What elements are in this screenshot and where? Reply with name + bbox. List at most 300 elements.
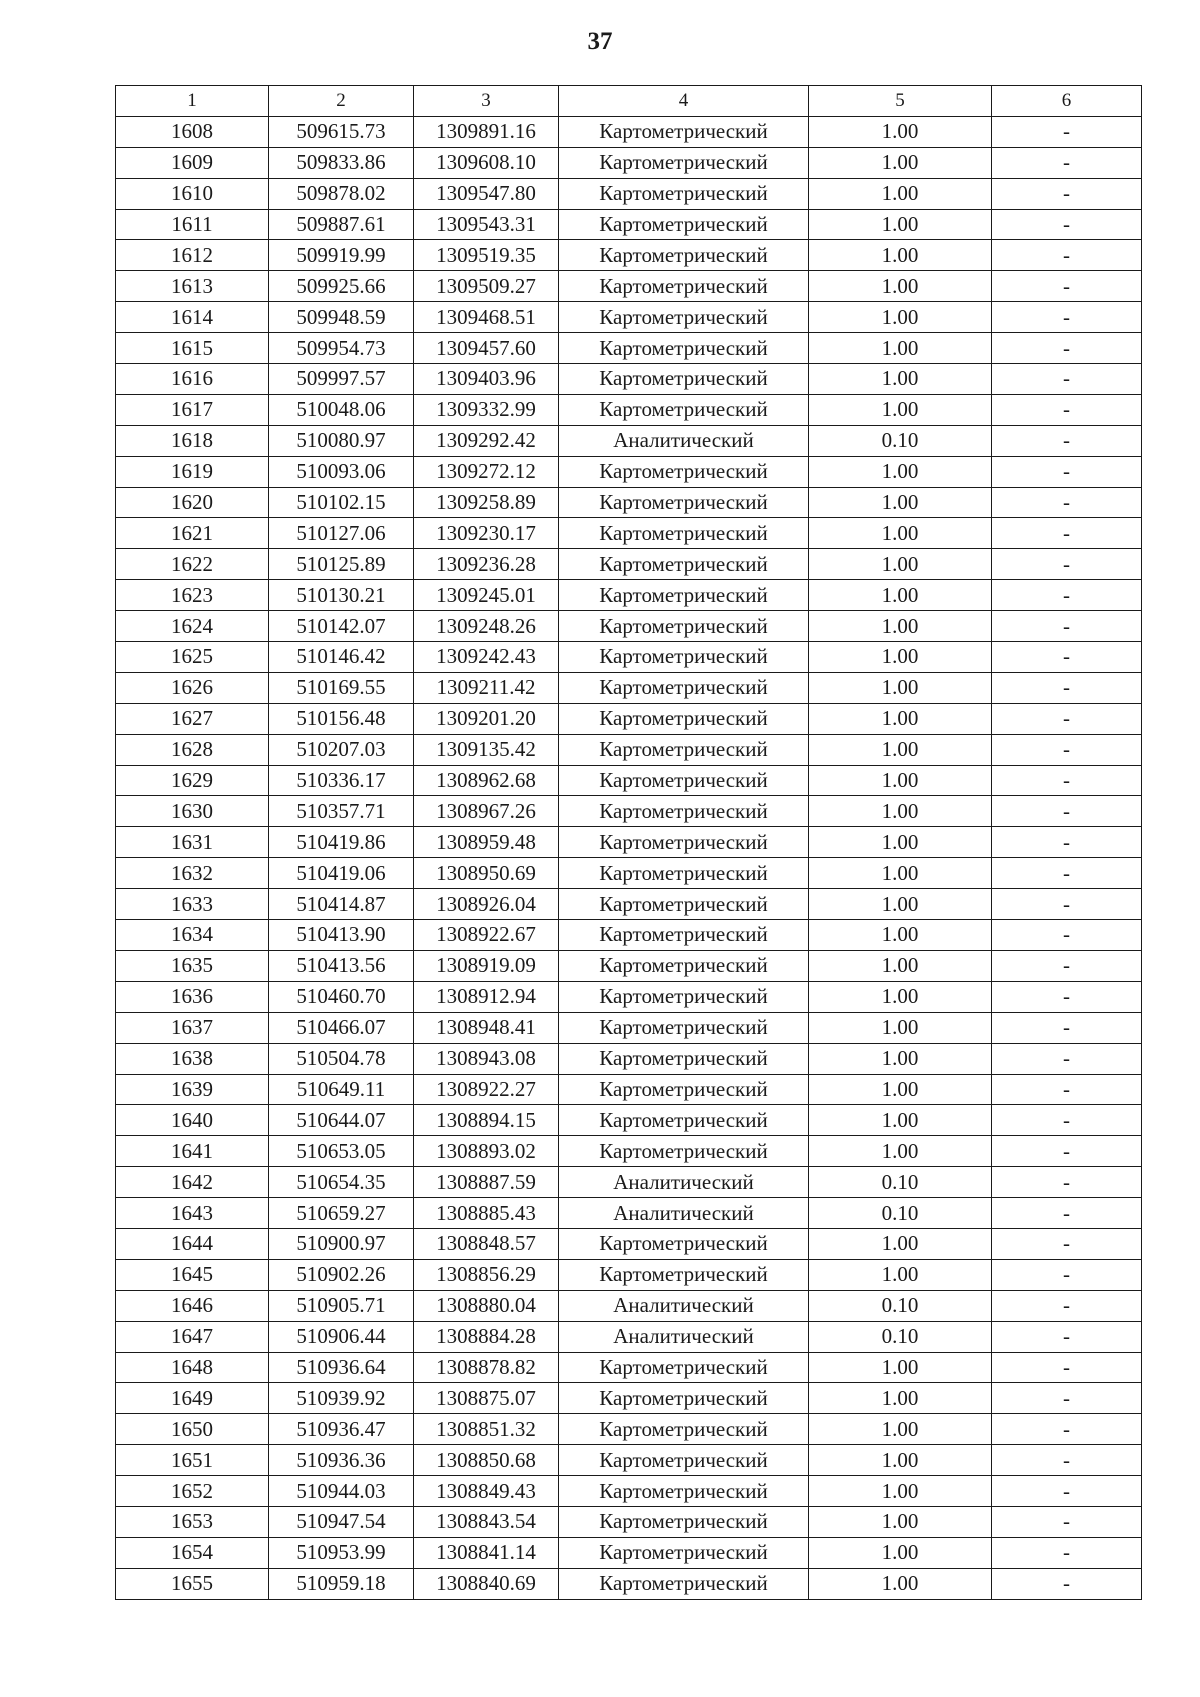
accuracy-cell: 1.00	[809, 858, 992, 889]
method-cell: Картометрический	[559, 1476, 809, 1507]
accuracy-cell: 1.00	[809, 549, 992, 580]
method-cell: Картометрический	[559, 672, 809, 703]
x-coordinate-cell: 510936.36	[269, 1445, 414, 1476]
note-cell: -	[992, 1167, 1142, 1198]
accuracy-cell: 1.00	[809, 271, 992, 302]
accuracy-cell: 0.10	[809, 1321, 992, 1352]
y-coordinate-cell: 1308849.43	[414, 1476, 559, 1507]
accuracy-cell: 1.00	[809, 1445, 992, 1476]
y-coordinate-cell: 1308848.57	[414, 1228, 559, 1259]
accuracy-cell: 1.00	[809, 703, 992, 734]
note-cell: -	[992, 1476, 1142, 1507]
x-coordinate-cell: 509887.61	[269, 209, 414, 240]
method-cell: Картометрический	[559, 796, 809, 827]
accuracy-cell: 1.00	[809, 796, 992, 827]
method-cell: Картометрический	[559, 1105, 809, 1136]
y-coordinate-cell: 1308893.02	[414, 1136, 559, 1167]
note-cell: -	[992, 209, 1142, 240]
accuracy-cell: 1.00	[809, 1228, 992, 1259]
y-coordinate-cell: 1309509.27	[414, 271, 559, 302]
accuracy-cell: 1.00	[809, 518, 992, 549]
y-coordinate-cell: 1308894.15	[414, 1105, 559, 1136]
table-row	[116, 1506, 1142, 1537]
y-coordinate-cell: 1308878.82	[414, 1352, 559, 1383]
point-number-cell: 1638	[116, 1043, 269, 1074]
note-cell: -	[992, 734, 1142, 765]
point-number-cell: 1637	[116, 1012, 269, 1043]
method-cell: Картометрический	[559, 611, 809, 642]
method-cell: Картометрический	[559, 981, 809, 1012]
x-coordinate-cell: 510048.06	[269, 394, 414, 425]
point-number-cell: 1640	[116, 1105, 269, 1136]
method-cell: Картометрический	[559, 209, 809, 240]
method-cell: Аналитический	[559, 1321, 809, 1352]
x-coordinate-cell: 509615.73	[269, 116, 414, 147]
point-number-cell: 1636	[116, 981, 269, 1012]
method-cell: Картометрический	[559, 734, 809, 765]
y-coordinate-cell: 1309891.16	[414, 116, 559, 147]
y-coordinate-cell: 1309272.12	[414, 456, 559, 487]
table-row	[116, 796, 1142, 827]
table-row	[116, 672, 1142, 703]
table-row	[116, 1290, 1142, 1321]
accuracy-cell: 1.00	[809, 1476, 992, 1507]
point-number-cell: 1623	[116, 580, 269, 611]
y-coordinate-cell: 1309543.31	[414, 209, 559, 240]
table-row	[116, 518, 1142, 549]
accuracy-cell: 1.00	[809, 827, 992, 858]
point-number-cell: 1643	[116, 1198, 269, 1229]
y-coordinate-cell: 1308850.68	[414, 1445, 559, 1476]
y-coordinate-cell: 1309248.26	[414, 611, 559, 642]
method-cell: Картометрический	[559, 1537, 809, 1568]
table-row	[116, 734, 1142, 765]
table-row	[116, 889, 1142, 920]
x-coordinate-cell: 510419.06	[269, 858, 414, 889]
accuracy-cell: 0.10	[809, 425, 992, 456]
accuracy-cell: 1.00	[809, 765, 992, 796]
note-cell: -	[992, 1290, 1142, 1321]
column-header: 3	[414, 86, 559, 117]
table-header-row	[116, 86, 1142, 117]
note-cell: -	[992, 116, 1142, 147]
method-cell: Картометрический	[559, 765, 809, 796]
y-coordinate-cell: 1309403.96	[414, 364, 559, 395]
note-cell: -	[992, 147, 1142, 178]
x-coordinate-cell: 510466.07	[269, 1012, 414, 1043]
y-coordinate-cell: 1309468.51	[414, 302, 559, 333]
method-cell: Картометрический	[559, 1414, 809, 1445]
note-cell: -	[992, 580, 1142, 611]
table-row	[116, 1321, 1142, 1352]
table-row	[116, 1228, 1142, 1259]
point-number-cell: 1647	[116, 1321, 269, 1352]
point-number-cell: 1627	[116, 703, 269, 734]
note-cell: -	[992, 240, 1142, 271]
x-coordinate-cell: 510156.48	[269, 703, 414, 734]
x-coordinate-cell: 510939.92	[269, 1383, 414, 1414]
note-cell: -	[992, 178, 1142, 209]
method-cell: Картометрический	[559, 1136, 809, 1167]
column-header: 5	[809, 86, 992, 117]
note-cell: -	[992, 1506, 1142, 1537]
note-cell: -	[992, 487, 1142, 518]
note-cell: -	[992, 1568, 1142, 1599]
y-coordinate-cell: 1308922.27	[414, 1074, 559, 1105]
x-coordinate-cell: 510900.97	[269, 1228, 414, 1259]
note-cell: -	[992, 611, 1142, 642]
note-cell: -	[992, 827, 1142, 858]
y-coordinate-cell: 1308875.07	[414, 1383, 559, 1414]
y-coordinate-cell: 1308887.59	[414, 1167, 559, 1198]
accuracy-cell: 1.00	[809, 1537, 992, 1568]
accuracy-cell: 1.00	[809, 1136, 992, 1167]
note-cell: -	[992, 1043, 1142, 1074]
method-cell: Картометрический	[559, 1043, 809, 1074]
accuracy-cell: 1.00	[809, 364, 992, 395]
accuracy-cell: 1.00	[809, 456, 992, 487]
note-cell: -	[992, 1105, 1142, 1136]
table-row	[116, 1352, 1142, 1383]
method-cell: Аналитический	[559, 425, 809, 456]
table-row	[116, 920, 1142, 951]
x-coordinate-cell: 510142.07	[269, 611, 414, 642]
point-number-cell: 1634	[116, 920, 269, 951]
x-coordinate-cell: 510902.26	[269, 1259, 414, 1290]
point-number-cell: 1653	[116, 1506, 269, 1537]
point-number-cell: 1650	[116, 1414, 269, 1445]
point-number-cell: 1642	[116, 1167, 269, 1198]
x-coordinate-cell: 510414.87	[269, 889, 414, 920]
accuracy-cell: 1.00	[809, 116, 992, 147]
point-number-cell: 1618	[116, 425, 269, 456]
note-cell: -	[992, 1414, 1142, 1445]
accuracy-cell: 0.10	[809, 1167, 992, 1198]
method-cell: Аналитический	[559, 1198, 809, 1229]
x-coordinate-cell: 510905.71	[269, 1290, 414, 1321]
point-number-cell: 1609	[116, 147, 269, 178]
method-cell: Картометрический	[559, 456, 809, 487]
note-cell: -	[992, 1445, 1142, 1476]
table-row	[116, 240, 1142, 271]
column-header: 1	[116, 86, 269, 117]
x-coordinate-cell: 510125.89	[269, 549, 414, 580]
y-coordinate-cell: 1308962.68	[414, 765, 559, 796]
x-coordinate-cell: 510419.86	[269, 827, 414, 858]
point-number-cell: 1626	[116, 672, 269, 703]
method-cell: Картометрический	[559, 1445, 809, 1476]
x-coordinate-cell: 510127.06	[269, 518, 414, 549]
point-number-cell: 1646	[116, 1290, 269, 1321]
note-cell: -	[992, 271, 1142, 302]
y-coordinate-cell: 1308950.69	[414, 858, 559, 889]
y-coordinate-cell: 1308843.54	[414, 1506, 559, 1537]
x-coordinate-cell: 509954.73	[269, 333, 414, 364]
note-cell: -	[992, 672, 1142, 703]
table-row	[116, 703, 1142, 734]
x-coordinate-cell: 510460.70	[269, 981, 414, 1012]
note-cell: -	[992, 518, 1142, 549]
method-cell: Картометрический	[559, 1383, 809, 1414]
x-coordinate-cell: 510146.42	[269, 642, 414, 673]
table-row	[116, 1105, 1142, 1136]
note-cell: -	[992, 1136, 1142, 1167]
y-coordinate-cell: 1309230.17	[414, 518, 559, 549]
x-coordinate-cell: 510102.15	[269, 487, 414, 518]
accuracy-cell: 1.00	[809, 889, 992, 920]
table-row	[116, 981, 1142, 1012]
y-coordinate-cell: 1309211.42	[414, 672, 559, 703]
point-number-cell: 1619	[116, 456, 269, 487]
table-row	[116, 302, 1142, 333]
point-number-cell: 1611	[116, 209, 269, 240]
y-coordinate-cell: 1308967.26	[414, 796, 559, 827]
note-cell: -	[992, 394, 1142, 425]
x-coordinate-cell: 510413.90	[269, 920, 414, 951]
y-coordinate-cell: 1308959.48	[414, 827, 559, 858]
method-cell: Картометрический	[559, 487, 809, 518]
note-cell: -	[992, 364, 1142, 395]
point-number-cell: 1616	[116, 364, 269, 395]
note-cell: -	[992, 1383, 1142, 1414]
accuracy-cell: 1.00	[809, 333, 992, 364]
note-cell: -	[992, 920, 1142, 951]
table-row	[116, 1445, 1142, 1476]
method-cell: Картометрический	[559, 1568, 809, 1599]
accuracy-cell: 1.00	[809, 580, 992, 611]
accuracy-cell: 1.00	[809, 1352, 992, 1383]
accuracy-cell: 1.00	[809, 178, 992, 209]
point-number-cell: 1625	[116, 642, 269, 673]
note-cell: -	[992, 642, 1142, 673]
note-cell: -	[992, 333, 1142, 364]
point-number-cell: 1610	[116, 178, 269, 209]
accuracy-cell: 1.00	[809, 1043, 992, 1074]
table-row	[116, 364, 1142, 395]
column-header: 6	[992, 86, 1142, 117]
x-coordinate-cell: 510944.03	[269, 1476, 414, 1507]
table-row	[116, 1043, 1142, 1074]
y-coordinate-cell: 1308851.32	[414, 1414, 559, 1445]
table-row	[116, 1167, 1142, 1198]
point-number-cell: 1641	[116, 1136, 269, 1167]
accuracy-cell: 1.00	[809, 240, 992, 271]
table-row	[116, 333, 1142, 364]
method-cell: Картометрический	[559, 1228, 809, 1259]
method-cell: Аналитический	[559, 1167, 809, 1198]
table-row	[116, 147, 1142, 178]
note-cell: -	[992, 425, 1142, 456]
point-number-cell: 1614	[116, 302, 269, 333]
method-cell: Картометрический	[559, 1012, 809, 1043]
note-cell: -	[992, 456, 1142, 487]
method-cell: Картометрический	[559, 580, 809, 611]
note-cell: -	[992, 765, 1142, 796]
x-coordinate-cell: 510504.78	[269, 1043, 414, 1074]
point-number-cell: 1630	[116, 796, 269, 827]
column-header: 2	[269, 86, 414, 117]
table-row	[116, 456, 1142, 487]
y-coordinate-cell: 1308841.14	[414, 1537, 559, 1568]
accuracy-cell: 1.00	[809, 1012, 992, 1043]
point-number-cell: 1617	[116, 394, 269, 425]
x-coordinate-cell: 510649.11	[269, 1074, 414, 1105]
y-coordinate-cell: 1309258.89	[414, 487, 559, 518]
accuracy-cell: 1.00	[809, 147, 992, 178]
y-coordinate-cell: 1309135.42	[414, 734, 559, 765]
x-coordinate-cell: 510959.18	[269, 1568, 414, 1599]
accuracy-cell: 1.00	[809, 920, 992, 951]
x-coordinate-cell: 510936.47	[269, 1414, 414, 1445]
x-coordinate-cell: 510130.21	[269, 580, 414, 611]
method-cell: Картометрический	[559, 240, 809, 271]
note-cell: -	[992, 302, 1142, 333]
note-cell: -	[992, 858, 1142, 889]
x-coordinate-cell: 510644.07	[269, 1105, 414, 1136]
y-coordinate-cell: 1309332.99	[414, 394, 559, 425]
y-coordinate-cell: 1309245.01	[414, 580, 559, 611]
table-row	[116, 1568, 1142, 1599]
point-number-cell: 1632	[116, 858, 269, 889]
note-cell: -	[992, 1228, 1142, 1259]
accuracy-cell: 1.00	[809, 1383, 992, 1414]
y-coordinate-cell: 1308948.41	[414, 1012, 559, 1043]
x-coordinate-cell: 509878.02	[269, 178, 414, 209]
y-coordinate-cell: 1308919.09	[414, 950, 559, 981]
y-coordinate-cell: 1308884.28	[414, 1321, 559, 1352]
table-row	[116, 1383, 1142, 1414]
table-body	[116, 116, 1142, 1599]
y-coordinate-cell: 1308912.94	[414, 981, 559, 1012]
x-coordinate-cell: 510654.35	[269, 1167, 414, 1198]
table-row	[116, 580, 1142, 611]
y-coordinate-cell: 1309547.80	[414, 178, 559, 209]
table-row	[116, 487, 1142, 518]
note-cell: -	[992, 1198, 1142, 1229]
y-coordinate-cell: 1309242.43	[414, 642, 559, 673]
accuracy-cell: 1.00	[809, 394, 992, 425]
x-coordinate-cell: 510169.55	[269, 672, 414, 703]
accuracy-cell: 1.00	[809, 981, 992, 1012]
table-row	[116, 1414, 1142, 1445]
table-row	[116, 1537, 1142, 1568]
method-cell: Картометрический	[559, 889, 809, 920]
note-cell: -	[992, 1321, 1142, 1352]
point-number-cell: 1652	[116, 1476, 269, 1507]
page-number: 37	[587, 28, 613, 55]
accuracy-cell: 1.00	[809, 1259, 992, 1290]
note-cell: -	[992, 1074, 1142, 1105]
accuracy-cell: 1.00	[809, 487, 992, 518]
accuracy-cell: 1.00	[809, 302, 992, 333]
note-cell: -	[992, 889, 1142, 920]
method-cell: Картометрический	[559, 703, 809, 734]
y-coordinate-cell: 1308840.69	[414, 1568, 559, 1599]
note-cell: -	[992, 1012, 1142, 1043]
y-coordinate-cell: 1309608.10	[414, 147, 559, 178]
point-number-cell: 1612	[116, 240, 269, 271]
accuracy-cell: 1.00	[809, 950, 992, 981]
point-number-cell: 1629	[116, 765, 269, 796]
point-number-cell: 1633	[116, 889, 269, 920]
point-number-cell: 1651	[116, 1445, 269, 1476]
point-number-cell: 1648	[116, 1352, 269, 1383]
method-cell: Картометрический	[559, 147, 809, 178]
x-coordinate-cell: 509997.57	[269, 364, 414, 395]
y-coordinate-cell: 1308856.29	[414, 1259, 559, 1290]
method-cell: Аналитический	[559, 1290, 809, 1321]
accuracy-cell: 1.00	[809, 1568, 992, 1599]
column-header: 4	[559, 86, 809, 117]
method-cell: Картометрический	[559, 549, 809, 580]
method-cell: Картометрический	[559, 302, 809, 333]
table-row	[116, 1074, 1142, 1105]
note-cell: -	[992, 549, 1142, 580]
point-number-cell: 1631	[116, 827, 269, 858]
table-row	[116, 950, 1142, 981]
x-coordinate-cell: 510336.17	[269, 765, 414, 796]
method-cell: Картометрический	[559, 518, 809, 549]
point-number-cell: 1621	[116, 518, 269, 549]
point-number-cell: 1654	[116, 1537, 269, 1568]
point-number-cell: 1613	[116, 271, 269, 302]
table-row	[116, 611, 1142, 642]
point-number-cell: 1624	[116, 611, 269, 642]
method-cell: Картометрический	[559, 642, 809, 673]
method-cell: Картометрический	[559, 1074, 809, 1105]
method-cell: Картометрический	[559, 116, 809, 147]
table-row	[116, 209, 1142, 240]
y-coordinate-cell: 1309292.42	[414, 425, 559, 456]
table-row	[116, 765, 1142, 796]
table-row	[116, 827, 1142, 858]
y-coordinate-cell: 1309519.35	[414, 240, 559, 271]
y-coordinate-cell: 1309457.60	[414, 333, 559, 364]
table-row	[116, 178, 1142, 209]
y-coordinate-cell: 1308922.67	[414, 920, 559, 951]
x-coordinate-cell: 510653.05	[269, 1136, 414, 1167]
x-coordinate-cell: 509925.66	[269, 271, 414, 302]
point-number-cell: 1620	[116, 487, 269, 518]
x-coordinate-cell: 510413.56	[269, 950, 414, 981]
method-cell: Картометрический	[559, 178, 809, 209]
table-row	[116, 1198, 1142, 1229]
method-cell: Картометрический	[559, 858, 809, 889]
accuracy-cell: 1.00	[809, 1414, 992, 1445]
point-number-cell: 1639	[116, 1074, 269, 1105]
note-cell: -	[992, 1352, 1142, 1383]
method-cell: Картометрический	[559, 920, 809, 951]
point-number-cell: 1622	[116, 549, 269, 580]
y-coordinate-cell: 1308885.43	[414, 1198, 559, 1229]
x-coordinate-cell: 510906.44	[269, 1321, 414, 1352]
x-coordinate-cell: 510207.03	[269, 734, 414, 765]
method-cell: Картометрический	[559, 827, 809, 858]
table-row	[116, 858, 1142, 889]
method-cell: Картометрический	[559, 1259, 809, 1290]
accuracy-cell: 1.00	[809, 1105, 992, 1136]
note-cell: -	[992, 1537, 1142, 1568]
x-coordinate-cell: 509833.86	[269, 147, 414, 178]
x-coordinate-cell: 509919.99	[269, 240, 414, 271]
method-cell: Картометрический	[559, 1506, 809, 1537]
table-row	[116, 1476, 1142, 1507]
x-coordinate-cell: 510659.27	[269, 1198, 414, 1229]
x-coordinate-cell: 510093.06	[269, 456, 414, 487]
accuracy-cell: 1.00	[809, 734, 992, 765]
accuracy-cell: 1.00	[809, 672, 992, 703]
x-coordinate-cell: 510947.54	[269, 1506, 414, 1537]
